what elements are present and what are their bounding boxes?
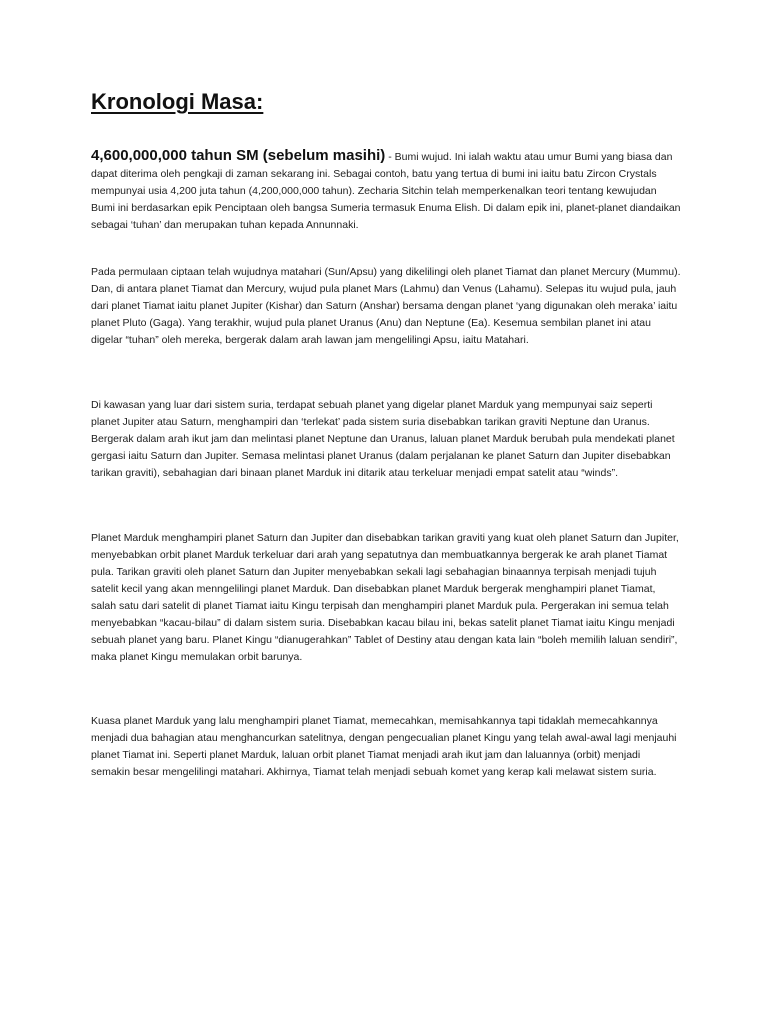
- paragraph-5: Kuasa planet Marduk yang lalu menghampiri planet Tiamat, memecahkan, memisahkannya tapi tidaklah memecahkannya menjadi dua bahagian atau menghancurkan satelitnya, dengan pengecualian planet Kingu yang telah awal-awal lagi menjauhi planet Tiamat ini. Seperti planet Marduk, laluan orbit planet Tiamat menjadi arah ikut jam dan laluannya (orbit) menjadi semakin besar mengelilingi matahari. Akhirnya, Tiamat telah menjadi sebuah komet yang kerap kali melawat sistem suria.: [91, 715, 677, 778]
- paragraph-4: Planet Marduk menghampiri planet Saturn dan Jupiter dan disebabkan tarikan graviti yang kuat oleh planet Saturn dan Jupiter, menyebabkan orbit planet Marduk terkeluar dari arah yang sepatutnya dan membuatkannya bergerak ke arah planet Tiamat pula. Tarikan graviti oleh planet Saturn dan Jupiter menyebabkan sekali lagi sebahagian binaannya terpisah menjadi tujuh satelit kecil yang akan menngelilingi planet Marduk. Dan disebabkan planet Marduk bergerak menghampiri planet Tiamat, salah satu dari satelit di planet Tiamat iaitu Kingu terpisah dan menghampiri planet Marduk pula. Pergerakan ini semua telah menyebabkan “kacau-bilau” di dalam sistem suria. Disebabkan kacau bilau ini, bekas satelit planet Tiamat iaitu Kingu menjadi sebuah planet yang baru. Planet Kingu “dianugerahkan” Tablet of Destiny atau dengan kata lain “boleh memilih laluan sendiri”, maka planet Kingu memulakan orbit barunya.: [91, 532, 679, 663]
- paragraph-1-text: - Bumi wujud. Ini ialah waktu atau umur Bumi yang biasa dan dapat diterima oleh pengkaji di zaman sekarang ini. Sebagai contoh, batu yang tertua di bumi ini iaitu batu Zircon Crystals mempunyai usia 4,200 juta tahun (4,200,000,000 tahun). Zecharia Sitchin telah memperkenalkan teori tentang kewujudan Bumi ini berdasarkan epik Penciptaan oleh bangsa Sumeria termasuk Enuma Elish. Di dalam epik ini, planet-planet diandaikan sebagai ‘tuhan’ dan merupakan tuhan kepada Annunnaki.: [91, 151, 681, 231]
- paragraph-1-lead: 4,600,000,000 tahun SM (sebelum masihi): [91, 147, 386, 164]
- paragraph-2: Pada permulaan ciptaan telah wujudnya matahari (Sun/Apsu) yang dikelilingi oleh planet Tiamat dan planet Mercury (Mummu). Dan, di antara planet Tiamat dan Mercury, wujud pula planet Mars (Lahmu) dan Venus (Lahamu). Selepas itu wujud pula, jauh dari planet Tiamat iaitu planet Jupiter (Kishar) dan Saturn (Anshar) bersama dengan planet ‘yang digunakan oleh meraka’ iaitu planet Pluto (Gaga). Yang terakhir, wujud pula planet Uranus (Anu) dan Neptune (Ea). Kesemua sembilan planet ini atau digelar “tuhan” oleh mereka, bergerak dalam arah lawan jam mengelilingi Apsu, iaitu Matahari.: [91, 266, 681, 346]
- document-title: Kronologi Masa:: [91, 89, 264, 114]
- paragraph-3: Di kawasan yang luar dari sistem suria, terdapat sebuah planet yang digelar planet Marduk yang mempunyai saiz seperti planet Jupiter atau Saturn, menghampiri dan ‘terlekat’ pada sistem suria disebabkan tarikan graviti Neptune dan Uranus. Bergerak dalam arah ikut jam dan melintasi planet Neptune dan Uranus, laluan planet Marduk berubah pula mendekati planet gergasi iaitu Saturn dan Jupiter. Semasa melintasi planet Uranus (dalam perjalanan ke planet Saturn dan Jupiter disebabkan tarikan graviti), sebahagian dari binaan planet Marduk ini ditarik atau terkeluar menjadi empat satelit atau “winds”.: [91, 399, 675, 479]
- paragraph-1: [91, 147, 681, 234]
